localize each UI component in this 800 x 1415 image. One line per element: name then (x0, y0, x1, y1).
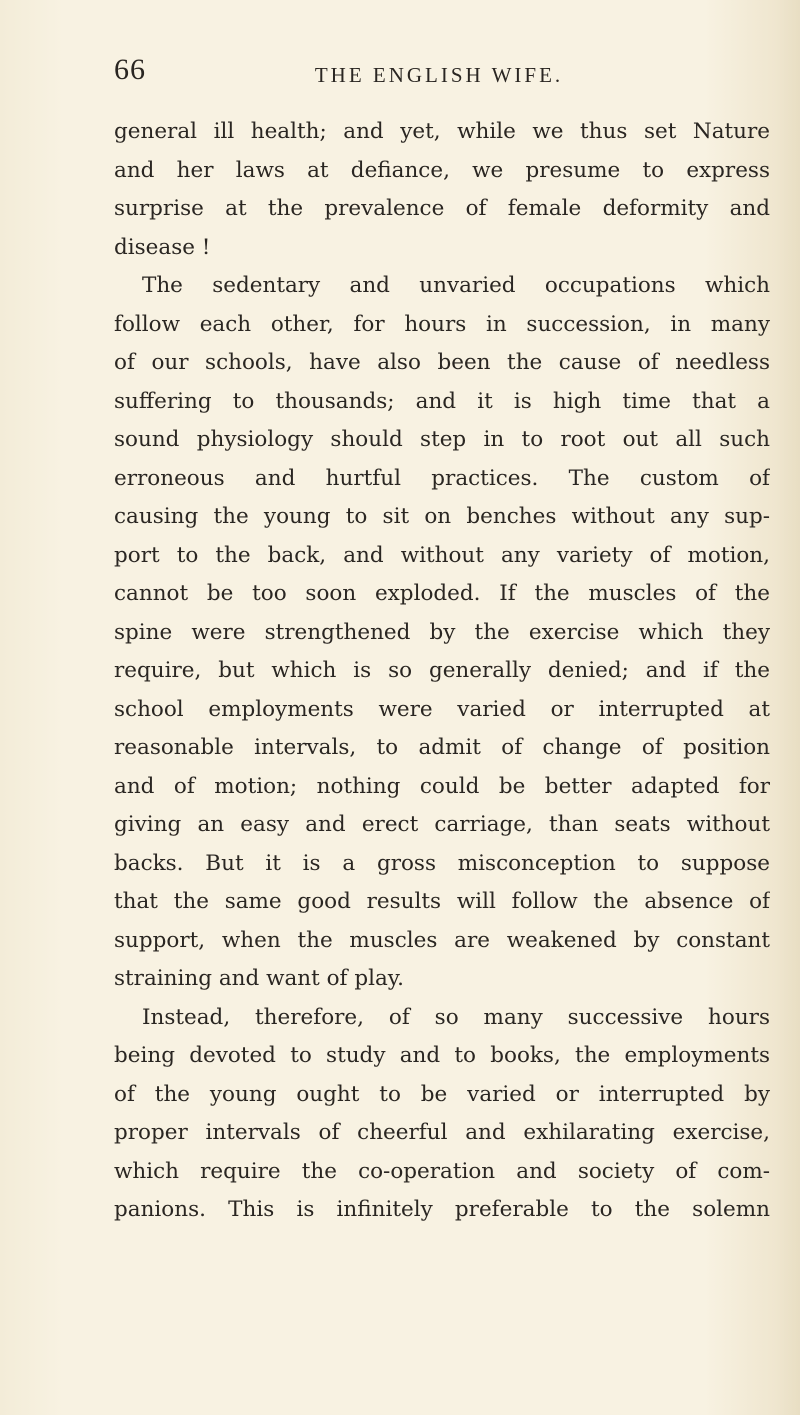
text-line: proper intervals of cheerful and exhilarating exercise, (114, 1120, 770, 1145)
text-line: support, when the muscles are weakened by constant (114, 927, 770, 953)
page-header (114, 50, 764, 90)
text-line: backs. But it is a gross misconception to suppose (114, 850, 770, 876)
body-text (114, 113, 770, 1230)
text-line: reasonable intervals, to admit of change of position (114, 735, 770, 760)
text-line: general ill health; and yet, while we thus set Nature (114, 119, 770, 144)
text-line: causing the young to sit on benches without any sup- (114, 504, 770, 529)
text-line: require, but which is so generally denied; and if the (114, 658, 770, 683)
text-line: disease ! (114, 234, 211, 260)
text-line: of the young ought to be varied or interrupted by (114, 1081, 770, 1107)
text-line: that the same good results will follow the absence of (114, 889, 770, 914)
text-line: surprise at the prevalence of female deformity and (114, 196, 770, 221)
text-line: suffering to thousands; and it is high time that a (114, 388, 770, 414)
text-line: of our schools, have also been the cause of needless (114, 350, 770, 375)
text-line: and her laws at defiance, we presume to express (114, 157, 770, 183)
text-line: straining and want of play. (114, 966, 404, 991)
text-line: panions. This is infinitely preferable to the solemn (114, 1197, 770, 1222)
text-line: being devoted to study and to books, the employments (114, 1043, 770, 1068)
running-head: THE ENGLISH WIFE. (314, 63, 564, 87)
page-number: 66 (114, 53, 146, 86)
text-line: and of motion; nothing could be better adapted for (114, 773, 770, 799)
text-line: port to the back, and without any variety of motion, (114, 542, 770, 568)
text-line: The sedentary and unvaried occupations which (142, 273, 770, 298)
text-line: Instead, therefore, of so many successive hours (142, 1004, 770, 1030)
text-line: which require the co-operation and society of com- (114, 1158, 770, 1184)
text-line: spine were strengthened by the exercise which they (114, 619, 770, 645)
text-line: cannot be too soon exploded. If the muscles of the (114, 581, 770, 606)
text-line: sound physiology should step in to root out all such (114, 427, 770, 452)
text-line: school employments were varied or interrupted at (114, 696, 770, 722)
text-line: giving an easy and erect carriage, than seats without (114, 812, 770, 837)
text-line: follow each other, for hours in succession, in many (114, 311, 770, 337)
text-line: erroneous and hurtful practices. The custom of (114, 465, 770, 491)
